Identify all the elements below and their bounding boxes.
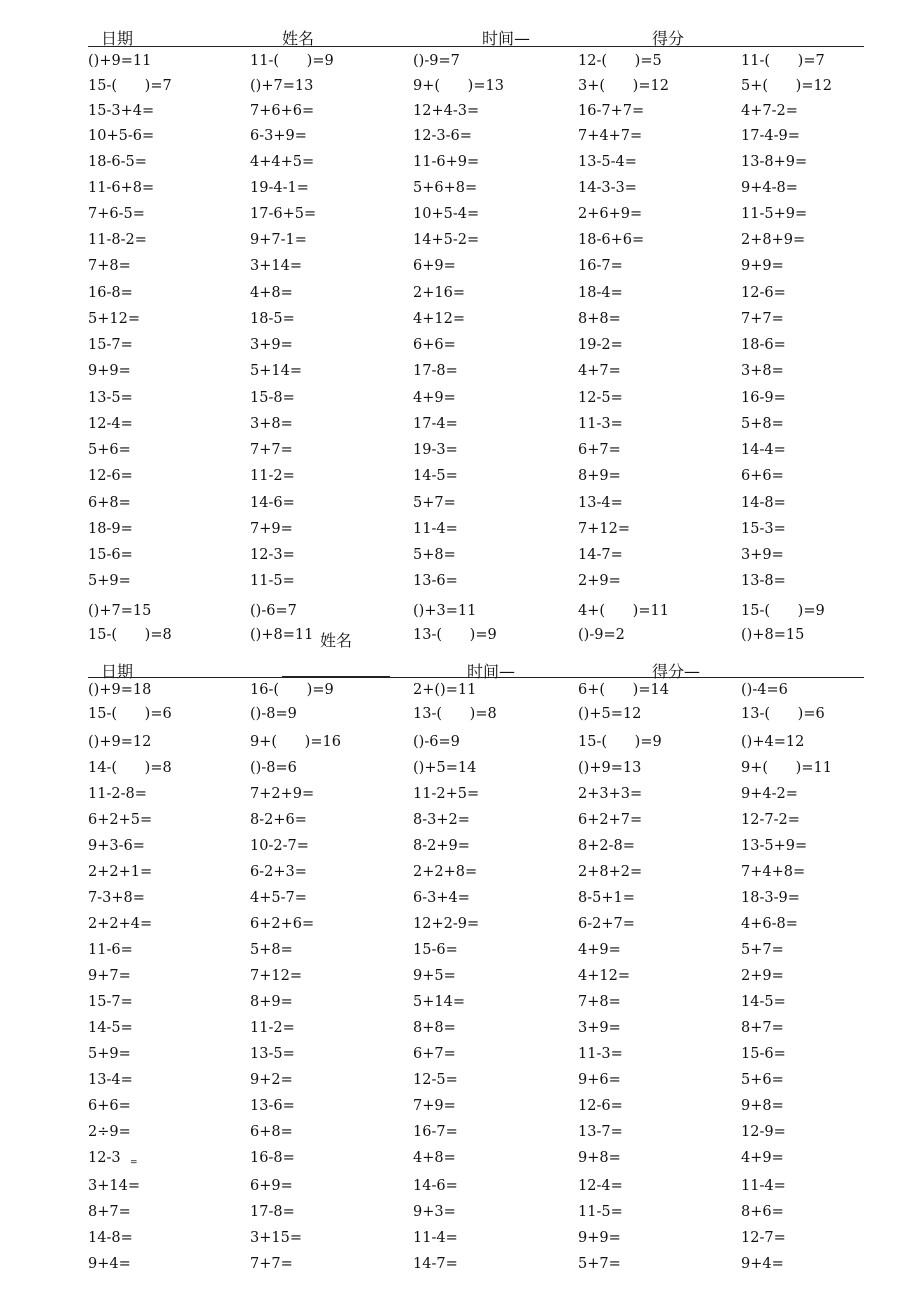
problem-cell: 15-7= xyxy=(88,337,133,353)
problem-cell: 12-6= xyxy=(88,468,133,484)
problem-cell: 15-( )=6 xyxy=(88,706,172,722)
problem-cell: 14-( )=8 xyxy=(88,760,172,776)
problem-cell: 5+9= xyxy=(88,1046,131,1062)
problem-cell: 18-6+6= xyxy=(578,232,645,248)
problem-cell: 19-3= xyxy=(413,442,458,458)
problem-cell: 8+8= xyxy=(578,311,621,327)
problem-cell: 13-4= xyxy=(578,495,623,511)
problem-cell: 11-2= xyxy=(250,1020,295,1036)
problem-cell: 12-9= xyxy=(741,1124,786,1140)
problem-cell: 15-8= xyxy=(250,390,295,406)
problem-cell: 13-4= xyxy=(88,1072,133,1088)
problem-cell: 16-8= xyxy=(88,285,133,301)
header-rule xyxy=(88,46,864,47)
problem-cell: 16-7= xyxy=(578,258,623,274)
problem-cell: 9+( )=11 xyxy=(741,760,832,776)
problem-row xyxy=(0,152,920,178)
problem-row xyxy=(0,914,920,940)
problem-row xyxy=(0,335,920,361)
problem-cell: 9+9= xyxy=(88,363,131,379)
problem-cell: 2+9= xyxy=(741,968,784,984)
problem-cell: 18-9= xyxy=(88,521,133,537)
problem-cell: 13-5= xyxy=(88,390,133,406)
problem-cell: 3+( )=12 xyxy=(578,78,669,94)
problem-row xyxy=(0,493,920,519)
problem-cell: 12-7-2= xyxy=(741,812,800,828)
problem-cell: 4+4+5= xyxy=(250,154,315,170)
problem-cell: 9+7-1= xyxy=(250,232,307,248)
time-label: 时间— xyxy=(482,29,531,48)
problem-cell: 10+5-6= xyxy=(88,128,155,144)
problem-cell: 8+6= xyxy=(741,1204,784,1220)
problem-row xyxy=(0,836,920,862)
problem-row xyxy=(0,51,920,77)
problem-cell: 11-4= xyxy=(413,1230,458,1246)
problem-cell: 19-2= xyxy=(578,337,623,353)
problem-cell: 4+9= xyxy=(413,390,456,406)
problem-cell: 13-( )=6 xyxy=(741,706,825,722)
problem-row xyxy=(0,440,920,466)
problem-cell: 13-7= xyxy=(578,1124,623,1140)
problem-cell: 12+2-9= xyxy=(413,916,480,932)
problem-cell: 17-4= xyxy=(413,416,458,432)
problem-cell: 4+6-8= xyxy=(741,916,798,932)
problem-cell: 11-2+5= xyxy=(413,786,480,802)
problem-cell: 6-2+3= xyxy=(250,864,307,880)
problem-cell: 5+8= xyxy=(741,416,784,432)
problem-row xyxy=(0,862,920,888)
problem-cell: ()+3=11 xyxy=(413,603,477,619)
problem-cell: ()+9=13 xyxy=(578,760,642,776)
problem-row xyxy=(0,680,920,706)
problem-row xyxy=(0,1044,920,1070)
problem-cell: 14-5= xyxy=(88,1020,133,1036)
problem-cell: 16-7+7= xyxy=(578,103,645,119)
problem-cell: 7-3+8= xyxy=(88,890,145,906)
problem-cell: 15-( )=8 xyxy=(88,627,172,643)
problem-cell: 8-3+2= xyxy=(413,812,470,828)
problem-cell: 13-8+9= xyxy=(741,154,808,170)
problem-cell: 5+14= xyxy=(250,363,302,379)
problem-row xyxy=(0,1228,920,1254)
problem-cell: 11-6= xyxy=(88,942,133,958)
problem-row xyxy=(0,992,920,1018)
problem-cell: 11-5= xyxy=(250,573,295,589)
problem-cell: 3+9= xyxy=(250,337,293,353)
problem-cell: ()-9=2 xyxy=(578,627,625,643)
problem-cell: 11-8-2= xyxy=(88,232,147,248)
problem-cell: 5+8= xyxy=(250,942,293,958)
problem-row xyxy=(0,732,920,758)
problem-cell: 6+9= xyxy=(250,1178,293,1194)
problem-cell: 18-4= xyxy=(578,285,623,301)
problem-row xyxy=(0,625,920,651)
problem-cell: 5+8= xyxy=(413,547,456,563)
problem-cell: 4+7= xyxy=(578,363,621,379)
problem-cell: 16-9= xyxy=(741,390,786,406)
problem-cell: 6+9= xyxy=(413,258,456,274)
score-label-2: 得分— xyxy=(652,662,701,681)
problem-cell: 2+16= xyxy=(413,285,465,301)
problem-cell: 15-7= xyxy=(88,994,133,1010)
problem-cell: 8+9= xyxy=(250,994,293,1010)
problem-cell: 9+2= xyxy=(250,1072,293,1088)
score-label: 得分 xyxy=(652,29,685,48)
problem-row xyxy=(0,704,920,730)
problem-cell: 7+2+9= xyxy=(250,786,315,802)
problem-cell: 6+6= xyxy=(741,468,784,484)
problem-cell: ()+9=11 xyxy=(88,53,152,69)
problem-cell: 13-8= xyxy=(741,573,786,589)
problem-cell: 12-7= xyxy=(741,1230,786,1246)
problem-cell: 7+6-5= xyxy=(88,206,145,222)
problem-cell: ()-9=7 xyxy=(413,53,460,69)
problem-cell: 15-( )=9 xyxy=(741,603,825,619)
problem-row xyxy=(0,414,920,440)
problem-cell: 9+8= xyxy=(741,1098,784,1114)
problem-cell: 14-4= xyxy=(741,442,786,458)
problem-row xyxy=(0,256,920,282)
problem-row xyxy=(0,361,920,387)
problem-cell: 3+15= xyxy=(250,1230,302,1246)
problem-cell: 8-2+6= xyxy=(250,812,307,828)
problem-row xyxy=(0,940,920,966)
problem-row xyxy=(0,76,920,102)
problem-cell: 6+2+7= xyxy=(578,812,643,828)
problem-cell: 10+5-4= xyxy=(413,206,480,222)
problem-row xyxy=(0,966,920,992)
problem-cell: 15-( )=9 xyxy=(578,734,662,750)
problem-cell: 12-6= xyxy=(578,1098,623,1114)
problem-row xyxy=(0,545,920,571)
problem-cell: 11-2-8= xyxy=(88,786,147,802)
problem-row xyxy=(0,758,920,784)
problem-row xyxy=(0,388,920,414)
problem-cell: 12-3-6= xyxy=(413,128,472,144)
problem-cell: 9+4-2= xyxy=(741,786,798,802)
problem-cell: 18-5= xyxy=(250,311,295,327)
problem-cell: 6+7= xyxy=(413,1046,456,1062)
problem-cell: 4+9= xyxy=(578,942,621,958)
problem-cell: 11-6+9= xyxy=(413,154,480,170)
problem-cell: 7+8= xyxy=(88,258,131,274)
problem-cell: 18-3-9= xyxy=(741,890,800,906)
problem-cell: 7+4+8= xyxy=(741,864,806,880)
problem-cell: 7+12= xyxy=(250,968,302,984)
problem-cell: 16-( )=9 xyxy=(250,682,334,698)
problem-cell: 8+2-8= xyxy=(578,838,635,854)
problem-cell: 7+12= xyxy=(578,521,630,537)
problem-cell: ()+7=13 xyxy=(250,78,314,94)
problem-cell: 11-3= xyxy=(578,416,623,432)
problem-cell: 9+4-8= xyxy=(741,180,798,196)
problem-cell: 12-3= xyxy=(250,547,295,563)
problem-cell: 11-4= xyxy=(741,1178,786,1194)
problem-cell: ()+4=12 xyxy=(741,734,805,750)
problem-cell: 15-6= xyxy=(88,547,133,563)
problem-cell: 14-5= xyxy=(413,468,458,484)
problem-cell: 9+4= xyxy=(741,1256,784,1272)
problem-cell: 9+6= xyxy=(578,1072,621,1088)
problem-cell: 13-( )=9 xyxy=(413,627,497,643)
problem-cell: 4+9= xyxy=(741,1150,784,1166)
problem-row xyxy=(0,1176,920,1202)
problem-row xyxy=(0,283,920,309)
problem-cell: 5+6= xyxy=(741,1072,784,1088)
problem-cell: 2+2+8= xyxy=(413,864,478,880)
problem-cell: 7+9= xyxy=(250,521,293,537)
problem-row xyxy=(0,784,920,810)
problem-cell: 17-4-9= xyxy=(741,128,800,144)
problem-row xyxy=(0,1202,920,1228)
problem-cell: 13-5+9= xyxy=(741,838,808,854)
problem-row xyxy=(0,571,920,597)
problem-row xyxy=(0,1254,920,1280)
problem-cell: ()-8=9 xyxy=(250,706,297,722)
date-label: 日期 xyxy=(101,29,134,48)
problem-cell: 7+4+7= xyxy=(578,128,643,144)
problem-cell: 15-( )=7 xyxy=(88,78,172,94)
problem-cell: 14-6= xyxy=(413,1178,458,1194)
problem-row xyxy=(0,178,920,204)
problem-cell: 17-8= xyxy=(413,363,458,379)
problem-cell: 3+14= xyxy=(88,1178,140,1194)
problem-cell: ()+5=12 xyxy=(578,706,642,722)
problem-cell: 11-2= xyxy=(250,468,295,484)
problem-cell: 8+7= xyxy=(741,1020,784,1036)
problem-cell: 6+6= xyxy=(413,337,456,353)
problem-cell: 16-7= xyxy=(413,1124,458,1140)
problem-cell: 8+8= xyxy=(413,1020,456,1036)
problem-cell: ()-4=6 xyxy=(741,682,788,698)
problem-cell: 6+7= xyxy=(578,442,621,458)
problem-row xyxy=(0,1148,920,1174)
problem-cell: 2÷9= xyxy=(88,1124,131,1140)
problem-cell: 7+7= xyxy=(250,442,293,458)
problem-cell: 14-8= xyxy=(88,1230,133,1246)
problem-cell: ()-6=7 xyxy=(250,603,297,619)
problem-cell: 9+9= xyxy=(578,1230,621,1246)
problem-cell: 5+6= xyxy=(88,442,131,458)
problem-cell: 2+9= xyxy=(578,573,621,589)
problem-cell: 2+8+9= xyxy=(741,232,806,248)
problem-row xyxy=(0,230,920,256)
problem-cell: 17-6+5= xyxy=(250,206,317,222)
problem-cell: 15-6= xyxy=(413,942,458,958)
problem-cell: 9+7= xyxy=(88,968,131,984)
problem-cell: 15-3= xyxy=(741,521,786,537)
header-rule-2 xyxy=(88,677,864,678)
problem-cell: 6-2+7= xyxy=(578,916,635,932)
problem-cell: ()+5=14 xyxy=(413,760,477,776)
problem-cell: 4+( )=11 xyxy=(578,603,669,619)
problem-cell: 11-5+9= xyxy=(741,206,808,222)
problem-cell: 6+( )=14 xyxy=(578,682,669,698)
problem-cell: 6+8= xyxy=(250,1124,293,1140)
problem-cell: 2+2+4= xyxy=(88,916,153,932)
problem-cell: 14+5-2= xyxy=(413,232,480,248)
problem-cell: 15-3+4= xyxy=(88,103,155,119)
problem-cell: 8-2+9= xyxy=(413,838,470,854)
problem-cell: 11-4= xyxy=(413,521,458,537)
problem-cell: 9+9= xyxy=(741,258,784,274)
problem-cell: 4+8= xyxy=(250,285,293,301)
problem-cell: 4+12= xyxy=(578,968,630,984)
problem-cell: 9+8= xyxy=(578,1150,621,1166)
problem-cell: 14-7= xyxy=(578,547,623,563)
problem-row xyxy=(0,888,920,914)
problem-row xyxy=(0,101,920,127)
problem-cell: ()+9=18 xyxy=(88,682,152,698)
problem-cell: 12-3 xyxy=(88,1150,121,1166)
problem-cell: 6+6= xyxy=(88,1098,131,1114)
problem-cell: 13-5= xyxy=(250,1046,295,1062)
problem-cell: 18-6= xyxy=(741,337,786,353)
problem-cell: 11-6+8= xyxy=(88,180,155,196)
problem-row xyxy=(0,601,920,627)
problem-cell: 16-8= xyxy=(250,1150,295,1166)
problem-cell: 12-6= xyxy=(741,285,786,301)
problem-cell: 2+2+1= xyxy=(88,864,153,880)
problem-cell: 8-5+1= xyxy=(578,890,635,906)
problem-cell: 4+5-7= xyxy=(250,890,307,906)
problem-cell: 9+3= xyxy=(413,1204,456,1220)
problem-cell: 8+7= xyxy=(88,1204,131,1220)
problem-cell: 3+9= xyxy=(741,547,784,563)
problem-row xyxy=(0,1096,920,1122)
date-label-2: 日期 xyxy=(101,662,134,681)
problem-cell: ()-8=6 xyxy=(250,760,297,776)
problem-cell: 6+8= xyxy=(88,495,131,511)
problem-cell: 4+8= xyxy=(413,1150,456,1166)
problem-cell: 3+14= xyxy=(250,258,302,274)
problem-cell: 5+7= xyxy=(741,942,784,958)
problem-cell: 5+6+8= xyxy=(413,180,478,196)
tiny-equals-mark: = xyxy=(130,1158,138,1168)
problem-cell: 14-6= xyxy=(250,495,295,511)
problem-cell: 11-( )=7 xyxy=(741,53,825,69)
time-label-2: 时间— xyxy=(467,662,516,681)
problem-cell: 6+2+5= xyxy=(88,812,153,828)
problem-cell: 9+5= xyxy=(413,968,456,984)
problem-cell: 14-5= xyxy=(741,994,786,1010)
problem-cell: 7+8= xyxy=(578,994,621,1010)
problem-cell: 5+14= xyxy=(413,994,465,1010)
problem-cell: 12-5= xyxy=(413,1072,458,1088)
problem-row xyxy=(0,1018,920,1044)
problem-cell: 14-3-3= xyxy=(578,180,637,196)
problem-row xyxy=(0,810,920,836)
problem-cell: 6+2+6= xyxy=(250,916,315,932)
problem-cell: 14-8= xyxy=(741,495,786,511)
problem-cell: 13-6= xyxy=(413,573,458,589)
problem-cell: 15-6= xyxy=(741,1046,786,1062)
problem-cell: 7+9= xyxy=(413,1098,456,1114)
problem-cell: 13-5-4= xyxy=(578,154,637,170)
problem-row xyxy=(0,466,920,492)
problem-cell: ()-6=9 xyxy=(413,734,460,750)
problem-cell: ()+8=11 xyxy=(250,627,314,643)
problem-cell: 12-4= xyxy=(88,416,133,432)
problem-row xyxy=(0,204,920,230)
problem-row xyxy=(0,1122,920,1148)
inline-name-label: 姓名 xyxy=(320,631,353,650)
problem-cell: 14-7= xyxy=(413,1256,458,1272)
problem-cell: 4+12= xyxy=(413,311,465,327)
problem-cell: 11-3= xyxy=(578,1046,623,1062)
problem-cell: 11-( )=9 xyxy=(250,53,334,69)
problem-row xyxy=(0,126,920,152)
problem-cell: 19-4-1= xyxy=(250,180,309,196)
problem-cell: 9+( )=16 xyxy=(250,734,341,750)
problem-cell: 2+()=11 xyxy=(413,682,477,698)
problem-cell: 2+8+2= xyxy=(578,864,643,880)
problem-cell: 17-8= xyxy=(250,1204,295,1220)
problem-cell: 12-( )=5 xyxy=(578,53,662,69)
problem-cell: ()+7=15 xyxy=(88,603,152,619)
problem-cell: 6-3+9= xyxy=(250,128,307,144)
problem-row xyxy=(0,1070,920,1096)
problem-cell: 11-5= xyxy=(578,1204,623,1220)
problem-cell: 9+3-6= xyxy=(88,838,145,854)
problem-cell: 5+7= xyxy=(413,495,456,511)
problem-cell: 9+( )=13 xyxy=(413,78,504,94)
problem-cell: 6-3+4= xyxy=(413,890,470,906)
problem-cell: 7+7= xyxy=(741,311,784,327)
problem-cell: 8+9= xyxy=(578,468,621,484)
problem-cell: 9+4= xyxy=(88,1256,131,1272)
problem-cell: 2+3+3= xyxy=(578,786,643,802)
problem-cell: 3+8= xyxy=(741,363,784,379)
problem-cell: 7+6+6= xyxy=(250,103,315,119)
problem-cell: 18-6-5= xyxy=(88,154,147,170)
problem-cell: 5+7= xyxy=(578,1256,621,1272)
problem-cell: 4+7-2= xyxy=(741,103,798,119)
problem-cell: 7+7= xyxy=(250,1256,293,1272)
problem-cell: 13-( )=8 xyxy=(413,706,497,722)
problem-cell: 5+9= xyxy=(88,573,131,589)
problem-cell: 5+12= xyxy=(88,311,140,327)
problem-cell: 10-2-7= xyxy=(250,838,309,854)
problem-cell: 3+9= xyxy=(578,1020,621,1036)
problem-row xyxy=(0,309,920,335)
problem-cell: 12-4= xyxy=(578,1178,623,1194)
problem-cell: ()+9=12 xyxy=(88,734,152,750)
problem-cell: 12+4-3= xyxy=(413,103,480,119)
problem-cell: 12-5= xyxy=(578,390,623,406)
name-label: 姓名 xyxy=(282,29,315,48)
problem-cell: 5+( )=12 xyxy=(741,78,832,94)
problem-cell: ()+8=15 xyxy=(741,627,805,643)
problem-row xyxy=(0,519,920,545)
problem-cell: 3+8= xyxy=(250,416,293,432)
problem-cell: 13-6= xyxy=(250,1098,295,1114)
problem-cell: 2+6+9= xyxy=(578,206,643,222)
